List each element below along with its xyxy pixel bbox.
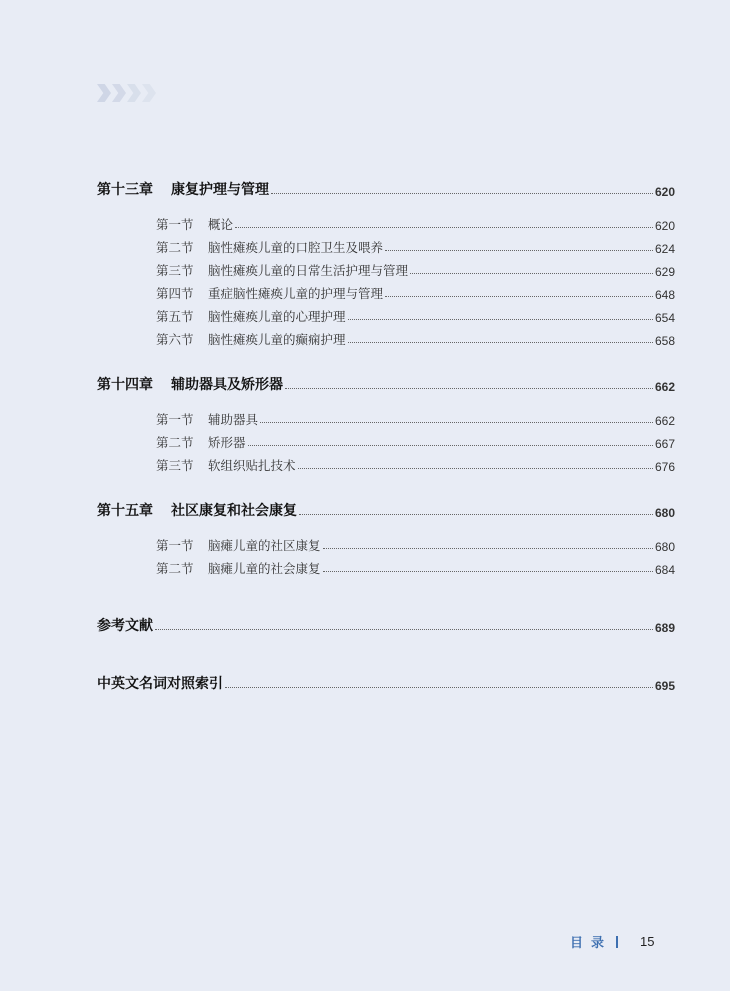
references-title: 参考文献 (97, 618, 153, 634)
toc-chapter-15[interactable] (97, 497, 675, 520)
chevron-right-icon (112, 84, 126, 102)
section-title: 脑性瘫痪儿童的日常生活护理与管理 (208, 263, 409, 278)
page-number: 676 (654, 460, 675, 474)
dot-leader (385, 296, 653, 297)
chevron-right-icon (142, 84, 156, 102)
page-number: 680 (654, 540, 675, 554)
section-title: 概论 (208, 217, 234, 232)
chevron-right-icon (97, 84, 111, 102)
dot-leader (248, 445, 653, 446)
footer-page-number: 15 (640, 934, 655, 949)
table-of-contents (97, 176, 675, 693)
dot-leader (235, 227, 653, 228)
page-number: 662 (654, 414, 675, 428)
dot-leader (348, 319, 653, 320)
dot-leader (323, 548, 653, 549)
toc-section[interactable] (156, 325, 675, 348)
dot-leader (225, 687, 653, 688)
section-number: 第一节 (156, 538, 194, 553)
decorative-chevrons (97, 84, 157, 102)
section-number: 第四节 (156, 286, 194, 301)
chapter-title: 辅助器具及矫形器 (171, 377, 283, 393)
page-number: 667 (654, 437, 675, 451)
section-number: 第二节 (156, 561, 194, 576)
section-title: 辅助器具 (208, 412, 259, 427)
chapter-title: 社区康复和社会康复 (171, 503, 297, 519)
chapter-title: 康复护理与管理 (171, 182, 269, 198)
section-number: 第三节 (156, 263, 194, 278)
footer-label: 目录 (570, 936, 613, 951)
toc-chapter-13[interactable] (97, 176, 675, 199)
section-title: 脑瘫儿童的社区康复 (208, 538, 321, 553)
toc-section[interactable] (156, 279, 675, 302)
section-title: 矫形器 (208, 435, 246, 450)
dot-leader (348, 342, 653, 343)
chapter-number: 第十四章 (97, 377, 153, 393)
page-number: 680 (654, 506, 675, 520)
section-title: 脑性瘫痪儿童的心理护理 (208, 309, 346, 324)
section-number: 第二节 (156, 240, 194, 255)
toc-references[interactable] (97, 612, 675, 635)
page-number: 658 (654, 334, 675, 348)
dot-leader (285, 388, 653, 389)
dot-leader (260, 422, 653, 423)
page-number: 684 (654, 563, 675, 577)
page-number: 662 (654, 380, 675, 394)
page-number: 620 (654, 185, 675, 199)
footer-divider (616, 936, 618, 948)
toc-section[interactable] (156, 554, 675, 577)
dot-leader (410, 273, 653, 274)
toc-section[interactable] (156, 531, 675, 554)
toc-section[interactable] (156, 428, 675, 451)
section-number: 第六节 (156, 332, 194, 347)
page-number: 629 (654, 265, 675, 279)
toc-section[interactable] (156, 451, 675, 474)
chapter-number: 第十三章 (97, 182, 153, 198)
section-number: 第一节 (156, 217, 194, 232)
chevron-right-icon (127, 84, 141, 102)
section-list (97, 520, 675, 577)
toc-section[interactable] (156, 210, 675, 233)
section-list (97, 394, 675, 474)
toc-section[interactable] (156, 256, 675, 279)
section-number: 第五节 (156, 309, 194, 324)
dot-leader (299, 514, 653, 515)
dot-leader (323, 571, 653, 572)
chapter-number: 第十五章 (97, 503, 153, 519)
dot-leader (271, 193, 653, 194)
page-number: 695 (654, 679, 675, 693)
dot-leader (385, 250, 653, 251)
page-number: 620 (654, 219, 675, 233)
page-number: 624 (654, 242, 675, 256)
section-title: 脑性瘫痪儿童的癫痫护理 (208, 332, 346, 347)
page-footer (570, 932, 654, 951)
section-number: 第三节 (156, 458, 194, 473)
section-title: 软组织贴扎技术 (208, 458, 296, 473)
section-title: 重症脑性瘫痪儿童的护理与管理 (208, 286, 384, 301)
toc-chapter-14[interactable] (97, 371, 675, 394)
page-number: 654 (654, 311, 675, 325)
section-number: 第二节 (156, 435, 194, 450)
page-number: 648 (654, 288, 675, 302)
toc-section[interactable] (156, 302, 675, 325)
toc-section[interactable] (156, 405, 675, 428)
dot-leader (298, 468, 653, 469)
index-title: 中英文名词对照索引 (97, 676, 223, 692)
toc-section[interactable] (156, 233, 675, 256)
toc-index[interactable] (97, 670, 675, 693)
dot-leader (155, 629, 653, 630)
page-number: 689 (654, 621, 675, 635)
section-list (97, 199, 675, 348)
section-title: 脑瘫儿童的社会康复 (208, 561, 321, 576)
section-number: 第一节 (156, 412, 194, 427)
section-title: 脑性瘫痪儿童的口腔卫生及喂养 (208, 240, 384, 255)
